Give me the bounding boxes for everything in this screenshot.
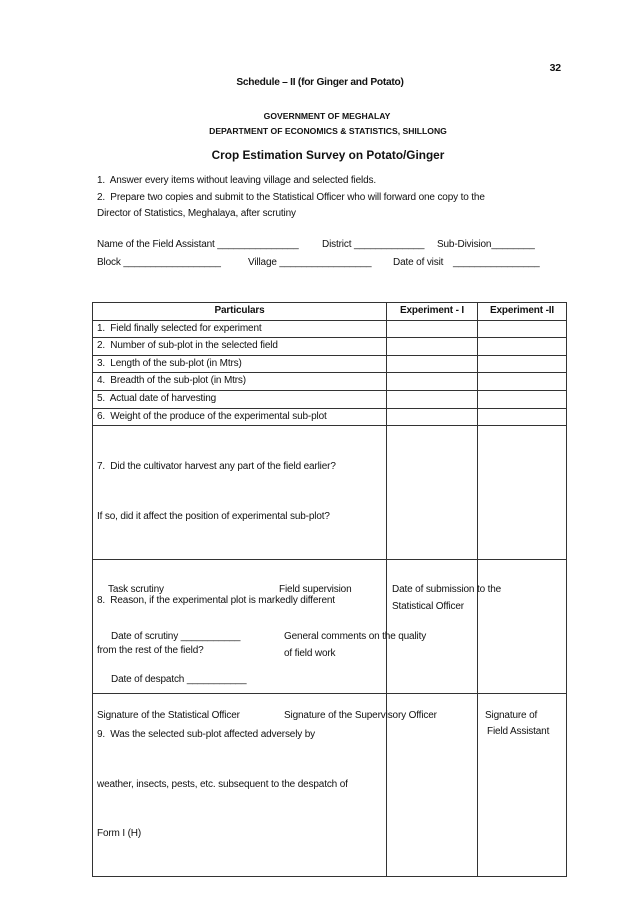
instruction-2: 2. Prepare two copies and submit to the Statistical Officer who will forward one copy to the: [97, 192, 485, 203]
experiment-1-cell: [387, 426, 478, 560]
table-row: [93, 408, 567, 426]
table-row: [93, 373, 567, 391]
table-header-row: [93, 303, 567, 321]
experiment-1-cell: [387, 355, 478, 373]
table-row: [93, 338, 567, 356]
table-row: [93, 390, 567, 408]
block-field: Block __________________: [97, 257, 221, 268]
particulars-text: from the rest of the field?: [97, 644, 204, 656]
header-particulars: Particulars: [93, 303, 387, 321]
district-field: District _____________: [322, 239, 425, 250]
particulars-cell: [93, 355, 387, 373]
experiment-1-cell: [387, 338, 478, 356]
particulars-text: 7. Did the cultivator harvest any part of the field earlier?: [97, 461, 336, 473]
experiment-1-cell: [387, 390, 478, 408]
experiment-2-cell: [478, 320, 567, 338]
particulars-cell: [93, 426, 387, 560]
experiment-2-cell: [478, 338, 567, 356]
particulars-text: If so, did it affect the position of experimental sub-plot?: [97, 511, 330, 523]
experiment-2-cell: [478, 426, 567, 560]
particulars-cell: [93, 408, 387, 426]
schedule-title: Schedule – II (for Ginger and Potato): [236, 77, 404, 88]
date-of-visit-label: Date of visit: [393, 257, 444, 268]
header-experiment-1: Experiment - I: [387, 303, 478, 321]
experiment-1-cell: [387, 408, 478, 426]
village-field: Village _________________: [248, 257, 372, 268]
field-supervision-label: Field supervision: [279, 584, 352, 595]
particulars-cell: [93, 390, 387, 408]
experiment-1-cell: [387, 373, 478, 391]
date-of-visit-blank: ________________: [453, 257, 540, 268]
experiment-1-cell: [387, 559, 478, 693]
signature-field-assistant: Signature of: [485, 710, 538, 721]
table-row: [93, 355, 567, 373]
task-scrutiny-label: Task scrutiny: [108, 584, 164, 595]
page-number: 32: [549, 62, 561, 74]
particulars-cell: [93, 373, 387, 391]
signature-statistical-officer: Signature of the Statistical Officer: [97, 710, 240, 721]
particulars-text: weather, insects, pests, etc. subsequent to the despatch of: [97, 778, 348, 790]
particulars-text: 8. Reason, if the experimental plot is markedly different: [97, 595, 335, 607]
sub-division-field: Sub-Division________: [437, 239, 535, 250]
particulars-text: Form I (H): [97, 828, 142, 840]
experiment-2-cell: [478, 373, 567, 391]
general-comments-label: General comments on the quality: [284, 631, 427, 642]
signature-supervisory-officer: Signature of the Supervisory Officer: [284, 710, 437, 721]
date-submission-label: Date of submission to the: [392, 584, 502, 595]
table-row: [93, 320, 567, 338]
particulars-text: 4. Breadth of the sub-plot (in Mtrs): [97, 375, 246, 387]
signature-field-assistant-continued: Field Assistant: [487, 726, 550, 737]
instruction-2-continued: Director of Statistics, Meghalaya, after scrutiny: [97, 208, 296, 219]
date-of-despatch-field: Date of despatch ___________: [111, 674, 247, 685]
experiment-2-cell: [478, 559, 567, 693]
particulars-text: 3. Length of the sub-plot (in Mtrs): [97, 357, 242, 369]
government-heading: GOVERNMENT OF MEGHALAY: [263, 111, 391, 121]
date-of-scrutiny-field: Date of scrutiny ___________: [111, 631, 241, 642]
particulars-cell: [93, 320, 387, 338]
field-assistant-field: Name of the Field Assistant _______________: [97, 239, 299, 250]
particulars-text: 2. Number of sub-plot in the selected field: [97, 340, 278, 352]
experiment-2-cell: [478, 390, 567, 408]
particulars-text: 6. Weight of the produce of the experimental sub-plot: [97, 410, 327, 422]
general-comments-label-continued: of field work: [284, 648, 336, 659]
experiment-1-cell: [387, 320, 478, 338]
experiment-2-cell: [478, 408, 567, 426]
experiment-2-cell: [478, 355, 567, 373]
header-experiment-2: Experiment -II: [478, 303, 567, 321]
particulars-text: 9. Was the selected sub-plot affected adversely by: [97, 728, 316, 740]
particulars-text: 5. Actual date of harvesting: [97, 392, 217, 404]
table-row: [93, 426, 567, 560]
department-heading: DEPARTMENT OF ECONOMICS & STATISTICS, SHILLONG: [209, 126, 447, 136]
particulars-text: 1. Field finally selected for experiment: [97, 322, 262, 334]
survey-title: Crop Estimation Survey on Potato/Ginger: [211, 148, 445, 162]
particulars-cell: [93, 338, 387, 356]
date-submission-label-continued: Statistical Officer: [392, 601, 464, 612]
instruction-1: 1. Answer every items without leaving village and selected fields.: [97, 175, 376, 186]
